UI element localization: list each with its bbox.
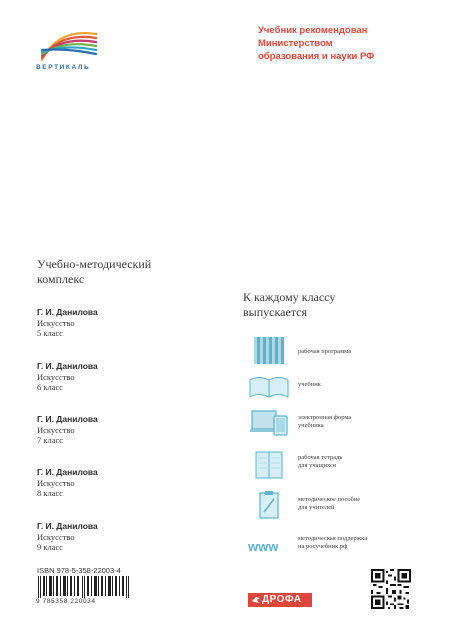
book-subject: Искусство (37, 371, 75, 382)
book-grade: 8 класс (37, 488, 64, 498)
publisher-badge (248, 593, 312, 607)
material-label: учебник (298, 381, 321, 388)
ministry-recommendation: Учебник рекомендован Министерством образования и науки РФ (258, 25, 375, 62)
book-subject: Искусство (37, 424, 75, 435)
barcode-number: 9 785358 220034 (36, 598, 96, 605)
book-entry (37, 521, 98, 553)
book-author: Г. И. Данилова (37, 467, 98, 477)
book-author: Г. И. Данилова (37, 521, 98, 531)
book-grade: 6 класс (37, 382, 64, 392)
book-subject: Искусство (37, 477, 75, 488)
book-entry (37, 414, 98, 446)
book-grade: 5 класс (37, 328, 64, 338)
publisher-logo-text: ВЕРТИКАЛЬ (36, 64, 91, 71)
material-label: методическое пособие для учителей (298, 496, 361, 511)
each-class-title: К каждому классу выпускается (243, 290, 336, 319)
barcode-icon (36, 576, 132, 598)
material-label: рабочая тетрадь для учащихся (298, 454, 343, 469)
www-icon (248, 531, 290, 561)
book-entry (37, 307, 98, 339)
book-author: Г. И. Данилова (37, 414, 98, 424)
book-author: Г. И. Данилова (37, 361, 98, 371)
book-subject: Искусство (37, 531, 75, 542)
workbook-icon (248, 450, 290, 480)
book-subject: Искусство (37, 317, 75, 328)
book-entry (37, 361, 98, 393)
material-label: рабочая программа (298, 348, 352, 355)
material-label: электронная форма учебника (298, 414, 352, 429)
book-author: Г. И. Данилова (37, 307, 98, 317)
textbook-icon (248, 370, 290, 400)
isbn-text: ISBN 978-5-358-22003-4 (37, 566, 121, 575)
material-label: методическая поддержка на росучебник.рф (298, 535, 368, 550)
qr-code-icon (371, 569, 411, 609)
book-grade: 9 класс (37, 542, 64, 552)
bird-icon (251, 595, 261, 605)
book-grade: 7 класс (37, 435, 64, 445)
complex-title: Учебно-методический комплекс (37, 257, 152, 286)
teacher-guide-icon (248, 490, 290, 520)
program-icon (248, 335, 290, 365)
publisher-badge-text: ДРОФА (262, 594, 302, 605)
book-entry (37, 467, 98, 499)
svg-text:www: www (248, 539, 279, 554)
electronic-form-icon (248, 408, 290, 438)
